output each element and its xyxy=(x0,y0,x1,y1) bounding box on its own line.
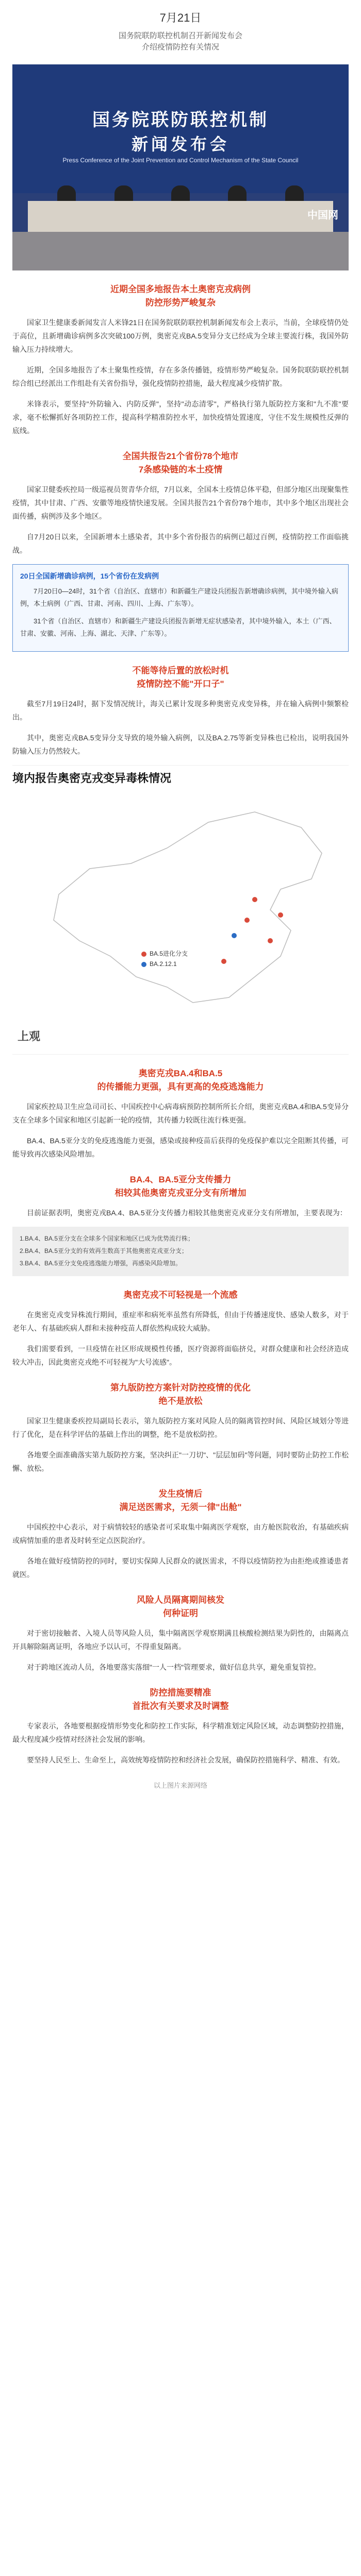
legend-item: BA.5进化分支 xyxy=(141,948,188,959)
daily-report-box xyxy=(12,564,349,652)
section-group-2 xyxy=(0,664,361,758)
daily-report-para: 31个省（自治区、直辖市）和新疆生产建设兵团报告新增无症状感染者，其中境外输入，本土（广西、甘肃、安徽、河南、上海、湖北、天津、广东等）。 xyxy=(20,617,336,637)
backdrop-title-2: 新闻发布会 xyxy=(131,135,229,154)
map-point xyxy=(232,933,237,938)
floor xyxy=(12,232,349,270)
watermark-logo: 中国网 xyxy=(307,210,338,221)
section-paragraph: BA.4、BA.5亚分支的免疫逃逸能力更强，感染或接种疫苗后获得的免疫保护难以完全阻断其传播，可能导致再次感染风险增加。 xyxy=(12,1137,349,1158)
footer-note: 以上图片来源网络 xyxy=(153,1782,207,1789)
notes-box xyxy=(12,1227,349,1276)
section-paragraph: 对于跨地区流动人员，各地要落实落细"一人一档"管理要求，做好信息共享，避免重复管控。 xyxy=(27,1663,321,1671)
map-point xyxy=(221,959,226,964)
article-subtitle-line1: 国务院联防联控机制召开新闻发布会 xyxy=(118,31,242,40)
legend-dot xyxy=(141,962,146,967)
map-brand: 上观 xyxy=(18,1030,41,1043)
section-paragraph: 要坚持人民至上、生命至上，高效统筹疫情防控和经济社会发展，确保防控措施科学、精准、有效。 xyxy=(27,1756,344,1764)
section-group-3 xyxy=(0,1067,361,1219)
section-title: 不能等待后置的放松时机 疫情防控不能"开口子" xyxy=(132,666,229,689)
section-title: 奥密克戎不可轻视是一个流感 xyxy=(123,1290,238,1300)
article-date: 7月21日 xyxy=(159,11,202,24)
section-group-1 xyxy=(0,283,361,557)
section-paragraph: 国家疾控局卫生应急司司长、中国疾控中心病毒病预防控制所所长介绍，奥密克戎BA.4和BA.5变异分支在全球多个国家和地区引起新一轮的疫情，其传播力较既往流行株更强。 xyxy=(12,1103,349,1124)
variant-map xyxy=(12,765,349,1055)
section-paragraph: 我们需要看到，一旦疫情在社区形成规模性传播，医疗资源将面临挤兑，对群众健康和社会经济造成较大冲击，因此奥密克戎绝不可轻视为"大号流感"。 xyxy=(12,1345,349,1366)
section-paragraph: 米锋表示，要坚持"外防输入、内防反弹"，坚持"动态清零"，严格执行第九版防控方案和"九不准"要求，毫不松懈抓好各项防控工作，提高科学精准防控水平，加快疫情处置速度，守住不发生规模性反弹的底线。 xyxy=(12,400,349,435)
map-title: 境内报告奥密克戎变异毒株情况 xyxy=(12,772,172,785)
section-title: BA.4、BA.5亚分支传播力 相较其他奥密克戎亚分支有所增加 xyxy=(114,1175,247,1198)
section-paragraph: 国家卫健委疾控局一级巡视员贺青华介绍，7月以来，全国本土疫情总体平稳，但部分地区出现聚集性疫情，其中甘肃、广西、安徽等地疫情快速发展。全国共报告21个省份78个地市，其中多个地区出现社会面传播，病例涉及多个地区。 xyxy=(12,485,349,520)
note-item: 2.BA.4、BA.5亚分支的有效再生数高于其他奥密克戎亚分支； xyxy=(20,1247,188,1255)
section-group-4 xyxy=(0,1289,361,1767)
section-paragraph: 对于密切接触者、入境人员等风险人员，集中隔离医学观察期满且核酸检测结果为阴性的，由隔离点开具解除隔离证明，各地应予以认可，不得重复隔离。 xyxy=(12,1629,349,1651)
section-title: 风险人员隔离期间核发 何种证明 xyxy=(137,1595,224,1618)
legend-dot xyxy=(141,952,146,957)
legend-item: BA.2.12.1 xyxy=(141,959,188,969)
section-paragraph: 自7月20日以来，全国新增本土感染者，其中多个省份报告的病例已超过百例，疫情防控工作面临挑战。 xyxy=(12,533,349,554)
backdrop-title-1: 国务院联防联控机制 xyxy=(92,110,269,130)
section-paragraph: 专家表示，各地要根据疫情形势变化和防控工作实际，科学精准划定风险区域，动态调整防控措施，最大程度减少疫情对经济社会发展的影响。 xyxy=(12,1722,349,1743)
section-paragraph: 国家卫生健康委新闻发言人米锋21日在国务院联防联控机制新闻发布会上表示，当前，全球疫情仍处于高位，且新增确诊病例多次突破100万例，奥密克戎BA.5变异分支已经成为全球主要流行株，我国外防输入压力持续增大。 xyxy=(12,318,349,353)
article-header xyxy=(0,0,361,53)
podium-table xyxy=(28,201,333,232)
section-paragraph: 中国疾控中心表示，对于病情较轻的感染者可采取集中隔离医学观察，由方舱医院收治，有基础疾病或病情加重的患者及时转至定点医院治疗。 xyxy=(12,1523,349,1545)
article-subtitle-line2: 介绍疫情防控有关情况 xyxy=(141,43,219,52)
section-paragraph: 近期，全国多地报告了本土聚集性疫情，存在多条传播链，疫情形势严峻复杂。国务院联防联控机制综合组已经派出工作组赴有关省份指导，强化疫情防控措施，最大程度减少疫情扩散。 xyxy=(12,366,349,387)
section-paragraph: 截至7月19日24时，据下发情况统计，海关已累计发现多种奥密克戎变异株，并在输入病例中频繁检出。 xyxy=(12,700,349,721)
daily-report-para: 7月20日0—24时，31个省（自治区、直辖市）和新疆生产建设兵团报告新增确诊病例，其中境外输入病例，本土病例（广西、甘肃、河南、四川、上海、广东等）。 xyxy=(20,587,338,607)
backdrop-title-en: Press Conference of the Joint Prevention and Control Mechanism of the State Council xyxy=(62,157,299,164)
daily-report-title: 20日全国新增确诊病例，15个省份在发病例 xyxy=(20,572,159,580)
map-point xyxy=(244,918,250,923)
map-outline xyxy=(54,812,322,1003)
map-point xyxy=(268,938,273,943)
section-paragraph: 各地要全面准确落实第九版防控方案，坚决纠正"一刀切"、"层层加码"等问题，同时要防止防控工作松懈、放松。 xyxy=(12,1451,349,1472)
section-paragraph: 其中，奥密克戎BA.5变异分支导致的境外输入病例，以及BA.2.75等新变异株也已检出，说明我国外防输入压力仍然较大。 xyxy=(12,734,349,755)
section-title: 奥密克戎BA.4和BA.5 的传播能力更强，具有更高的免疫逃逸能力 xyxy=(97,1069,264,1092)
press-conference-photo xyxy=(12,64,349,270)
section-paragraph: 各地在做好疫情防控的同时，要切实保障人民群众的就医需求，不得以疫情防控为由拒绝或推诿患者就医。 xyxy=(12,1557,349,1579)
section-title: 全国共报告21个省份78个地市 7条感染链的本土疫情 xyxy=(122,451,239,474)
note-item: 1.BA.4、BA.5亚分支在全球多个国家和地区已成为优势流行株； xyxy=(20,1235,194,1242)
china-map xyxy=(12,791,349,1028)
map-point xyxy=(252,897,257,902)
note-item: 3.BA.4、BA.5亚分支免疫逃逸能力增强，再感染风险增加。 xyxy=(20,1260,182,1267)
map-legend xyxy=(141,948,188,969)
section-title: 第九版防控方案针对防控疫情的优化 绝不是放松 xyxy=(110,1383,251,1406)
section-paragraph: 在奥密克戎变异株流行期间，重症率和病死率虽然有所降低，但由于传播速度快、感染人数多，对于老年人、有基础疾病人群和未接种疫苗人群依然构成较大威胁。 xyxy=(12,1311,349,1332)
section-paragraph: 国家卫生健康委疾控局副局长表示，第九版防控方案对风险人员的隔离管控时间、风险区域划分等进行了优化，是在科学评估的基础上作出的调整，绝不是放松防控。 xyxy=(12,1417,349,1438)
map-point xyxy=(278,912,283,918)
section-paragraph: 目前证据表明，奥密克戎BA.4、BA.5亚分支传播力相较其他奥密克戎亚分支有所增加，主要表现为： xyxy=(27,1209,347,1217)
section-title: 发生疫情后 满足送医需求，无须一律"出舱" xyxy=(119,1489,242,1512)
section-title: 近期全国多地报告本土奥密克戎病例 防控形势严峻复杂 xyxy=(110,284,251,308)
section-title: 防控措施要精准 首批次有关要求及时调整 xyxy=(132,1688,229,1711)
